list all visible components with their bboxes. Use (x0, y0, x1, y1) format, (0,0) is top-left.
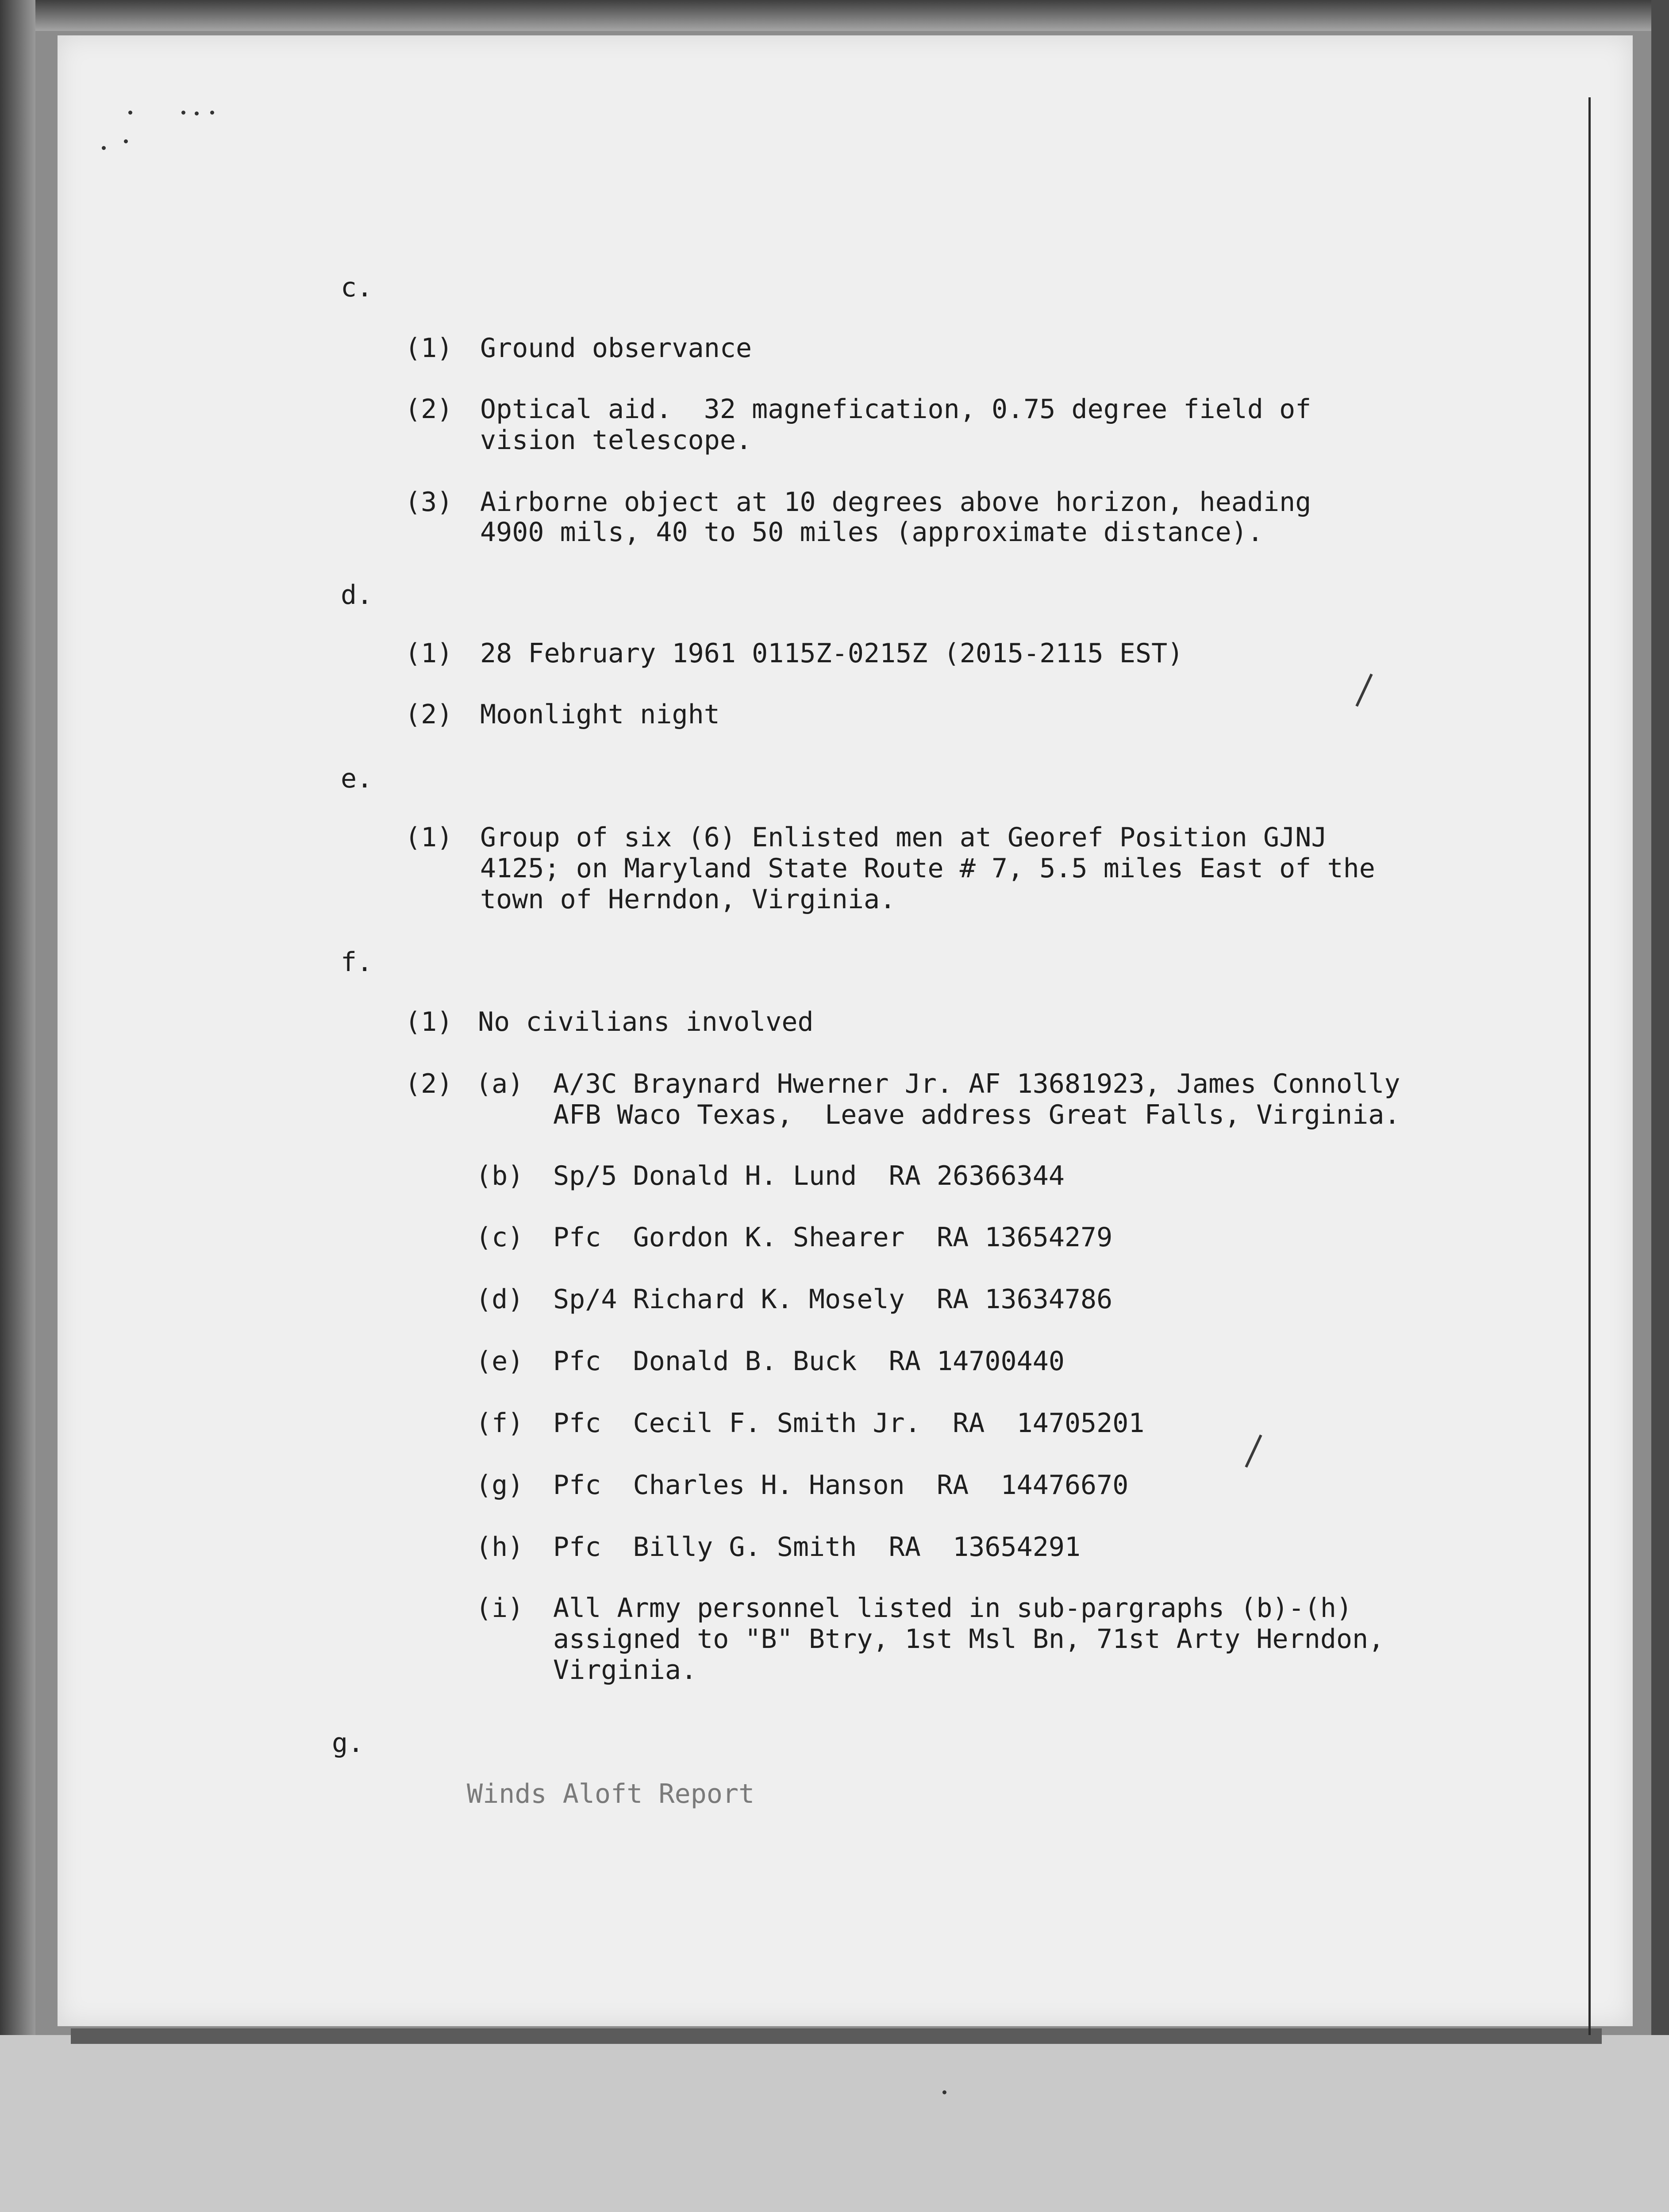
item-text-line: 4900 mils, 40 to 50 miles (approximate distance). (480, 517, 1264, 548)
sub-letter: (i) (476, 1593, 524, 1624)
section-c-letter: c. (341, 272, 373, 303)
film-border-left (0, 0, 35, 2212)
section-f-letter: f. (341, 947, 373, 978)
sub-letter: (a) (476, 1068, 524, 1099)
sub-text-line: A/3C Braynard Hwerner Jr. AF 13681923, James Connolly (553, 1068, 1400, 1099)
pen-mark (1355, 673, 1373, 707)
item-num: (1) (405, 638, 453, 669)
speck (102, 146, 106, 150)
item-num: (1) (405, 1006, 453, 1037)
sub-letter: (c) (476, 1222, 524, 1253)
sub-text: Pfc Gordon K. Shearer RA 13654279 (553, 1222, 1113, 1253)
item-text-line: vision telescope. (480, 425, 752, 456)
item-num: (2) (405, 699, 453, 730)
item-text: No civilians involved (478, 1006, 814, 1037)
section-e-letter: e. (341, 763, 373, 794)
speck (181, 111, 185, 115)
item-text-line: 4125; on Maryland State Route # 7, 5.5 miles East of the (480, 853, 1375, 884)
sub-text: Pfc Donald B. Buck RA 14700440 (553, 1346, 1065, 1377)
sub-text-line: Virginia. (553, 1655, 697, 1686)
speck (128, 111, 132, 115)
item-num: (3) (405, 487, 453, 518)
item-text: Moonlight night (480, 699, 720, 730)
speck (195, 111, 199, 115)
section-d-letter: d. (341, 580, 373, 611)
winds-aloft-label: Winds Aloft Report (467, 1778, 755, 1809)
sub-letter: (g) (476, 1470, 524, 1501)
document-page (58, 35, 1633, 2026)
pen-mark (1245, 1434, 1262, 1467)
item-text: Ground observance (480, 333, 752, 364)
sub-text: Sp/4 Richard K. Mosely RA 13634786 (553, 1284, 1113, 1315)
item-text-line: Group of six (6) Enlisted men at Georef Position GJNJ (480, 822, 1327, 853)
item-num: (1) (405, 822, 453, 853)
right-margin-rule (1588, 97, 1591, 2035)
speck (942, 2090, 946, 2094)
sub-text-line: AFB Waco Texas, Leave address Great Falls, Virginia. (553, 1099, 1400, 1130)
item-text: 28 February 1961 0115Z-0215Z (2015-2115 EST) (480, 638, 1184, 669)
sub-text: Pfc Cecil F. Smith Jr. RA 14705201 (553, 1408, 1145, 1439)
speck (124, 139, 128, 143)
item-text-line: town of Herndon, Virginia. (480, 884, 896, 915)
film-border-right (1651, 0, 1669, 2212)
sub-text-line: All Army personnel listed in sub-pargraphs (b)-(h) (553, 1593, 1353, 1624)
sub-text: Sp/5 Donald H. Lund RA 26366344 (553, 1160, 1065, 1191)
speck (210, 111, 214, 115)
sub-letter: (b) (476, 1160, 524, 1191)
sub-letter: (h) (476, 1532, 524, 1563)
page-bottom-edge (71, 2028, 1602, 2044)
film-border-top (0, 0, 1669, 31)
sub-text-line: assigned to "B" Btry, 1st Msl Bn, 71st Arty Herndon, (553, 1624, 1384, 1655)
section-g-letter: g. (332, 1728, 364, 1759)
sub-letter: (d) (476, 1284, 524, 1315)
sub-letter: (f) (476, 1408, 524, 1439)
item-num: (2) (405, 394, 453, 425)
item-text-line: Optical aid. 32 magnefication, 0.75 degree field of (480, 394, 1311, 425)
item-text-line: Airborne object at 10 degrees above horizon, heading (480, 487, 1311, 518)
sub-text: Pfc Billy G. Smith RA 13654291 (553, 1532, 1081, 1563)
item-num: (2) (405, 1068, 453, 1099)
scan-background (0, 2035, 1669, 2212)
item-num: (1) (405, 333, 453, 364)
sub-text: Pfc Charles H. Hanson RA 14476670 (553, 1470, 1129, 1501)
sub-letter: (e) (476, 1346, 524, 1377)
